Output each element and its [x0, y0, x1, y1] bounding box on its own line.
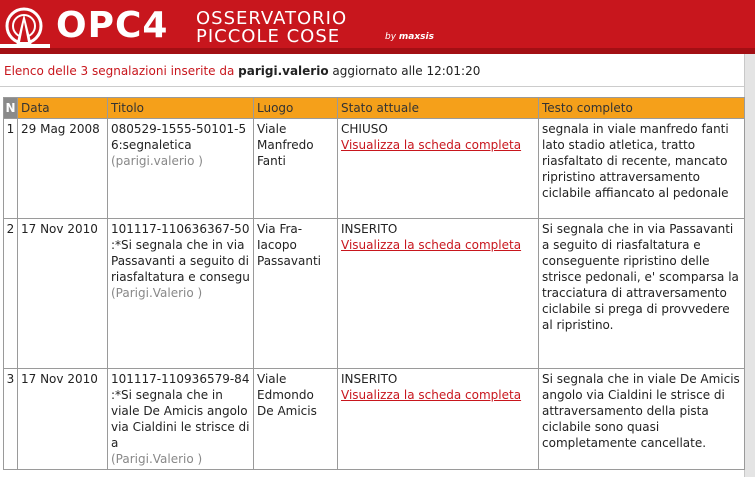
- row-date: 29 Mag 2008: [18, 119, 108, 219]
- row-date: 17 Nov 2010: [18, 219, 108, 369]
- row-title-cell: [108, 119, 254, 219]
- header-bottom-strip: [0, 48, 755, 54]
- row-full-text: segnala in viale manfredo fanti lato stadio atletica, tratto riasfaltato di recente, mancato ripristino attraversamento ciclabile affiancato al pedonale: [539, 119, 745, 219]
- col-header-date[interactable]: Data: [18, 98, 108, 119]
- row-place: Via Fra-Iacopo Passavanti: [254, 219, 338, 369]
- row-author: (Parigi.Valerio ): [111, 452, 203, 466]
- reports-table: [3, 97, 745, 470]
- row-title-cell: [108, 219, 254, 369]
- row-number: 2: [4, 219, 18, 369]
- summary-user: parigi.valerio: [238, 64, 329, 78]
- table-header-row: [4, 98, 745, 119]
- site-title-line2: PICCOLE COSE: [196, 26, 341, 47]
- row-status-cell: [338, 119, 539, 219]
- byline-prefix: by: [385, 32, 397, 42]
- view-full-record-link[interactable]: Visualizza la scheda completa: [341, 138, 522, 152]
- brand-logo-text: OPC4: [56, 5, 169, 46]
- summary-suffix: aggiornato alle 12:01:20: [332, 64, 481, 78]
- scrollbar[interactable]: [744, 54, 755, 477]
- site-title-line1: OSSERVATORIO: [196, 8, 348, 29]
- byline-name: maxsis: [398, 32, 434, 42]
- col-header-status[interactable]: Stato attuale: [338, 98, 539, 119]
- byline: [385, 32, 434, 42]
- table-row: [4, 219, 745, 369]
- row-title-cell: [108, 369, 254, 470]
- row-status-cell: [338, 219, 539, 369]
- col-header-text[interactable]: Testo completo: [539, 98, 745, 119]
- row-number: 3: [4, 369, 18, 470]
- row-full-text: Si segnala che in viale De Amicis angolo via Cialdini le strisce di attraversamento della pista ciclabile sono quasi completamente cancellate.: [539, 369, 745, 470]
- row-status: CHIUSO: [341, 122, 388, 136]
- site-title: [196, 10, 347, 46]
- view-full-record-link[interactable]: Visualizza la scheda completa: [341, 238, 522, 252]
- col-header-title[interactable]: Titolo: [108, 98, 254, 119]
- row-place: Viale Edmondo De Amicis: [254, 369, 338, 470]
- row-full-text: Si segnala che in via Passavanti a seguito di riasfaltatura e conseguente ripristino delle strisce pedonali, e' scomparsa la tracciatura di attraversamento ciclabile si prega di provvedere al ripristino.: [539, 219, 745, 369]
- row-author: (Parigi.Valerio ): [111, 286, 203, 300]
- col-header-n[interactable]: N: [4, 98, 18, 119]
- signal-tower-icon[interactable]: [0, 0, 50, 50]
- row-number: 1: [4, 119, 18, 219]
- table-row: [4, 369, 745, 470]
- row-title: 101117-110636367-50 :*Si segnala che in via Passavanti a seguito di riasfaltatura e consegu: [111, 222, 250, 284]
- row-status-cell: [338, 369, 539, 470]
- row-title: 101117-110936579-84 :*Si segnala che in viale De Amicis angolo via Cialdini le strisce di a: [111, 372, 250, 450]
- row-title: 080529-1555-50101-56:segnaletica: [111, 122, 247, 152]
- summary-prefix: Elenco delle 3 segnalazioni inserite da: [4, 64, 235, 78]
- row-date: 17 Nov 2010: [18, 369, 108, 470]
- row-author: (parigi.valerio ): [111, 154, 203, 168]
- row-status: INSERITO: [341, 222, 398, 236]
- row-status: INSERITO: [341, 372, 398, 386]
- view-full-record-link[interactable]: Visualizza la scheda completa: [341, 388, 522, 402]
- col-header-place[interactable]: Luogo: [254, 98, 338, 119]
- site-header: [0, 0, 755, 54]
- table-row: [4, 119, 745, 219]
- divider: [0, 86, 744, 87]
- summary-line: [4, 64, 480, 78]
- row-place: Viale Manfredo Fanti: [254, 119, 338, 219]
